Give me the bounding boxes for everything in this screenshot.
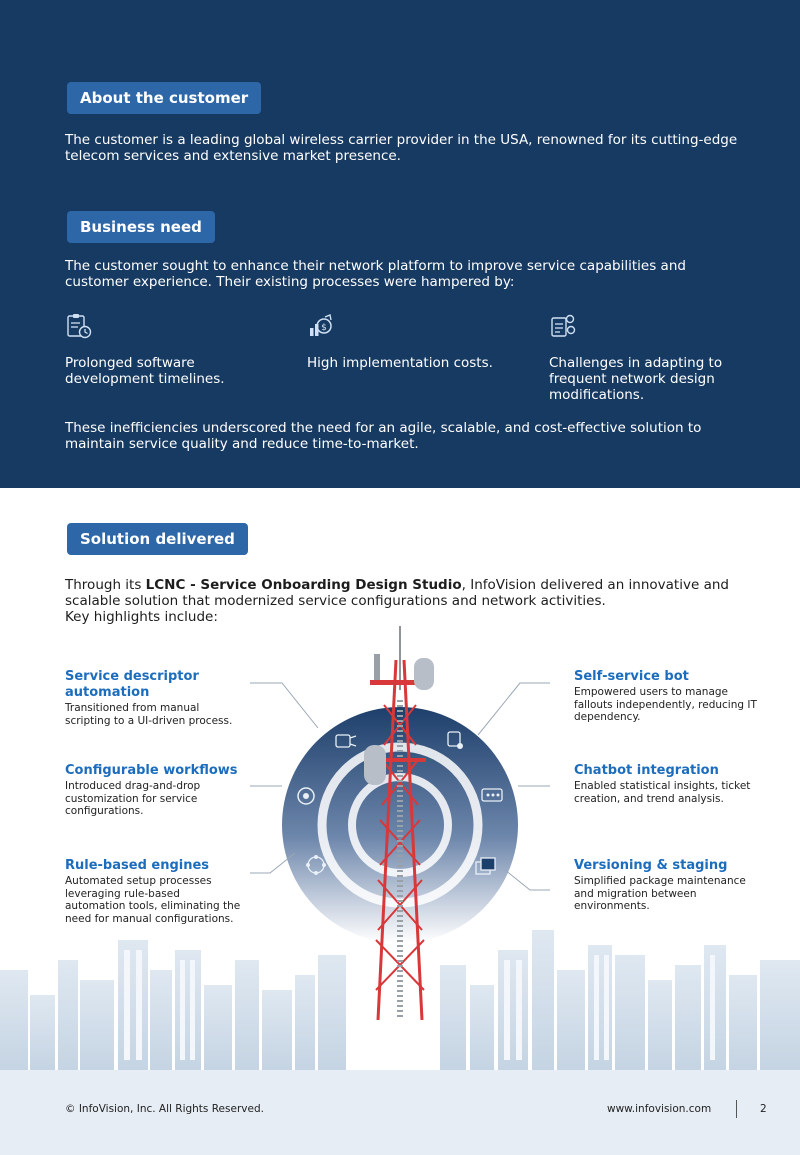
footer-divider [736,1100,737,1118]
business-need-intro: The customer sought to enhance their network platform to improve service capabilities and customer experience. Their existing processes were hampered by: [65,258,686,290]
feature-desc: Empowered users to manage fallouts independently, reducing IT dependency. [574,686,757,723]
feature-title: Configurable workflows [65,763,238,778]
feature-chatbot-integration [574,763,774,805]
timeline-clipboard-icon [65,312,93,340]
solution-delivered-heading: Solution delivered [67,523,248,555]
feature-desc: Transitioned from manual scripting to a UI-driven process. [65,702,233,727]
about-customer-heading: About the customer [67,82,261,114]
money-cost-icon [307,312,335,340]
feature-title: Service descriptor automation [65,669,199,700]
feature-title: Self-service bot [574,669,689,684]
svg-text:$: $ [321,323,327,333]
network-design-icon [549,312,577,340]
feature-rule-based-engines [65,858,265,925]
website-link[interactable]: www.infovision.com [607,1103,712,1115]
feature-self-service-bot [574,669,774,724]
feature-desc: Automated setup processes leveraging rule-based automation tools, eliminating the need for manual configurations. [65,875,241,925]
page-footer [0,1070,800,1155]
feature-desc: Introduced drag-and-drop customization for service configurations. [65,780,201,817]
need-item-text: Challenges in adapting to frequent network design modifications. [549,355,723,403]
copyright-text: © InfoVision, Inc. All Rights Reserved. [65,1103,264,1115]
solution-intro-prefix: Through its [65,577,146,593]
connector-line [478,683,550,735]
need-item-costs [307,312,517,371]
feature-desc: Simplified package maintenance and migration between environments. [574,875,746,912]
feature-configurable-workflows [65,763,265,818]
need-item-design-changes [549,312,759,403]
need-item-text: High implementation costs. [307,355,493,371]
need-item-text: Prolonged software development timelines. [65,355,225,387]
need-item-timelines [65,312,275,387]
feature-service-descriptor [65,669,265,727]
feature-title: Versioning & staging [574,858,728,873]
solution-intro-line2: Key highlights include: [65,609,218,625]
feature-desc: Enabled statistical insights, ticket creation, and trend analysis. [574,780,751,805]
about-customer-text: The customer is a leading global wireless carrier provider in the USA, renowned for its cutting-edge telecom services and extensive market presence. [65,132,738,164]
business-need-outro: These inefficiencies underscored the need for an agile, scalable, and cost-effective solution to maintain service quality and reduce time-to-market. [65,420,702,452]
feature-title: Chatbot integration [574,763,719,778]
business-need-heading: Business need [67,211,215,243]
page-number: 2 [760,1103,767,1115]
customer-overview-section [0,0,800,488]
feature-title: Rule-based engines [65,858,210,873]
feature-versioning-staging [574,858,774,913]
solution-intro-suffix: , InfoVision delivered an innovative and scalable solution that modernized service configurations and network activities. [65,577,729,609]
solution-product-name: LCNC - Service Onboarding Design Studio [145,577,462,593]
connector-line [505,870,550,890]
